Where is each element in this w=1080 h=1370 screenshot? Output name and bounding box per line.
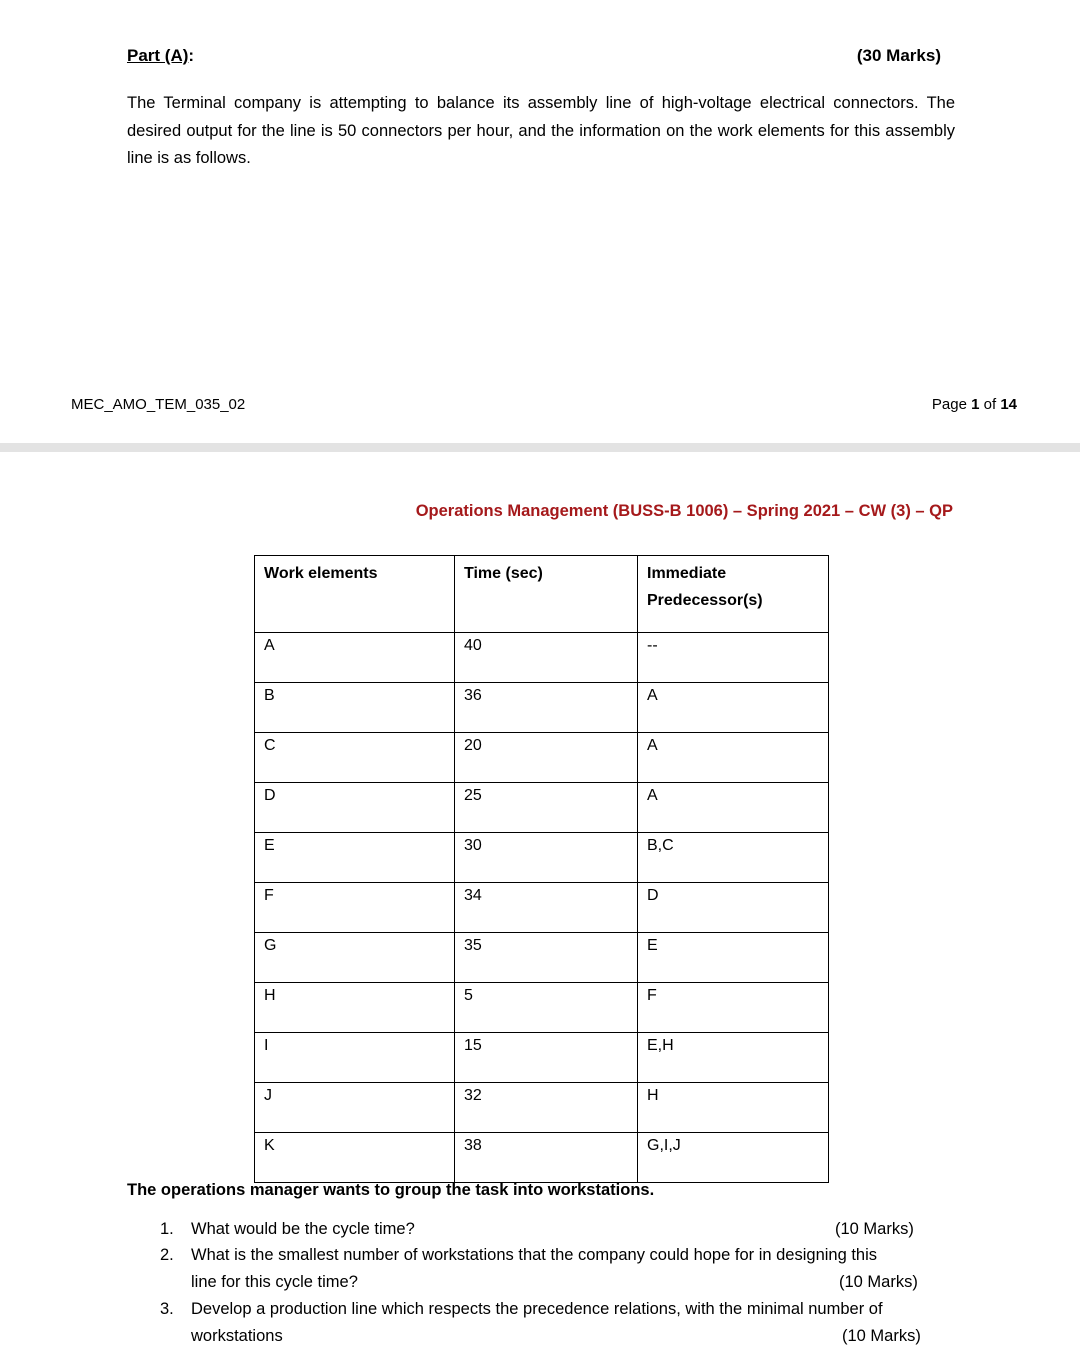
cell-predecessors: G,I,J bbox=[638, 1133, 829, 1183]
page-1 bbox=[0, 0, 1080, 443]
table-row bbox=[255, 833, 829, 883]
cell-time: 32 bbox=[455, 1083, 638, 1133]
cell-time: 25 bbox=[455, 783, 638, 833]
cell-work-element: A bbox=[255, 633, 455, 683]
table-header-row bbox=[255, 556, 829, 633]
question-number: 3. bbox=[160, 1300, 174, 1318]
table-row bbox=[255, 633, 829, 683]
cell-time: 20 bbox=[455, 733, 638, 783]
course-header: Operations Management (BUSS-B 1006) – Spring 2021 – CW (3) – QP bbox=[415, 502, 953, 520]
cell-work-element: B bbox=[255, 683, 455, 733]
cell-predecessors: A bbox=[638, 733, 829, 783]
table-row bbox=[255, 733, 829, 783]
page-total: 14 bbox=[1000, 396, 1017, 413]
question-text: What would be the cycle time? bbox=[191, 1220, 415, 1238]
cell-work-element: F bbox=[255, 883, 455, 933]
cell-work-element: K bbox=[255, 1133, 455, 1183]
page-2 bbox=[0, 452, 1080, 1370]
cell-time: 30 bbox=[455, 833, 638, 883]
cell-time: 38 bbox=[455, 1133, 638, 1183]
header-predecessors-text: Immediate Predecessor(s) bbox=[647, 565, 763, 609]
table-row bbox=[255, 983, 829, 1033]
question-text-continued: workstations bbox=[191, 1327, 283, 1345]
question-number: 1. bbox=[160, 1220, 174, 1238]
cell-time: 15 bbox=[455, 1033, 638, 1083]
operations-statement: The operations manager wants to group the task into workstations. bbox=[127, 1181, 655, 1199]
question-marks: (10 Marks) bbox=[835, 1220, 914, 1238]
cell-work-element: H bbox=[255, 983, 455, 1033]
cell-work-element: E bbox=[255, 833, 455, 883]
cell-predecessors: E bbox=[638, 933, 829, 983]
page-separator bbox=[0, 443, 1080, 452]
cell-work-element: I bbox=[255, 1033, 455, 1083]
header-time: Time (sec) bbox=[455, 556, 638, 633]
cell-work-element: G bbox=[255, 933, 455, 983]
cell-work-element: D bbox=[255, 783, 455, 833]
header-predecessors bbox=[638, 556, 829, 633]
cell-time: 34 bbox=[455, 883, 638, 933]
question-number: 2. bbox=[160, 1246, 174, 1264]
cell-predecessors: -- bbox=[638, 633, 829, 683]
cell-predecessors: F bbox=[638, 983, 829, 1033]
cell-time: 35 bbox=[455, 933, 638, 983]
cell-predecessors: B,C bbox=[638, 833, 829, 883]
page-number bbox=[932, 396, 1017, 413]
cell-time: 5 bbox=[455, 983, 638, 1033]
question-marks: (10 Marks) bbox=[842, 1327, 921, 1345]
cell-time: 40 bbox=[455, 633, 638, 683]
table-row bbox=[255, 933, 829, 983]
intro-paragraph: The Terminal company is attempting to balance its assembly line of high-voltage electrical connectors. The desired output for the line is 50 connectors per hour, and the information on the work elements for this assembly line is as follows. bbox=[127, 94, 955, 167]
part-label: Part (A) bbox=[127, 46, 189, 65]
table-row bbox=[255, 1033, 829, 1083]
cell-predecessors: A bbox=[638, 683, 829, 733]
table-row bbox=[255, 1133, 829, 1183]
page-current: 1 bbox=[971, 396, 980, 413]
question-marks: (10 Marks) bbox=[839, 1273, 918, 1291]
table-row bbox=[255, 683, 829, 733]
cell-predecessors: A bbox=[638, 783, 829, 833]
cell-predecessors: D bbox=[638, 883, 829, 933]
page-word: Page bbox=[931, 396, 967, 413]
table-row bbox=[255, 883, 829, 933]
table-row bbox=[255, 1083, 829, 1133]
question-text: What is the smallest number of workstations that the company could hope for in designing this bbox=[191, 1246, 878, 1264]
cell-time: 36 bbox=[455, 683, 638, 733]
cell-work-element: J bbox=[255, 1083, 455, 1133]
document-code: MEC_AMO_TEM_035_02 bbox=[71, 396, 246, 413]
header-work-elements: Work elements bbox=[255, 556, 455, 633]
part-title bbox=[127, 46, 194, 66]
cell-work-element: C bbox=[255, 733, 455, 783]
cell-predecessors: E,H bbox=[638, 1033, 829, 1083]
cell-predecessors: H bbox=[638, 1083, 829, 1133]
question-text-continued: line for this cycle time? bbox=[191, 1273, 358, 1291]
table-row bbox=[255, 783, 829, 833]
question-text: Develop a production line which respects the precedence relations, with the minimal number of bbox=[191, 1300, 883, 1318]
work-elements-table bbox=[254, 555, 829, 1183]
part-colon: : bbox=[188, 46, 195, 65]
part-marks: (30 Marks) bbox=[856, 46, 941, 65]
page-of: of bbox=[983, 396, 997, 413]
